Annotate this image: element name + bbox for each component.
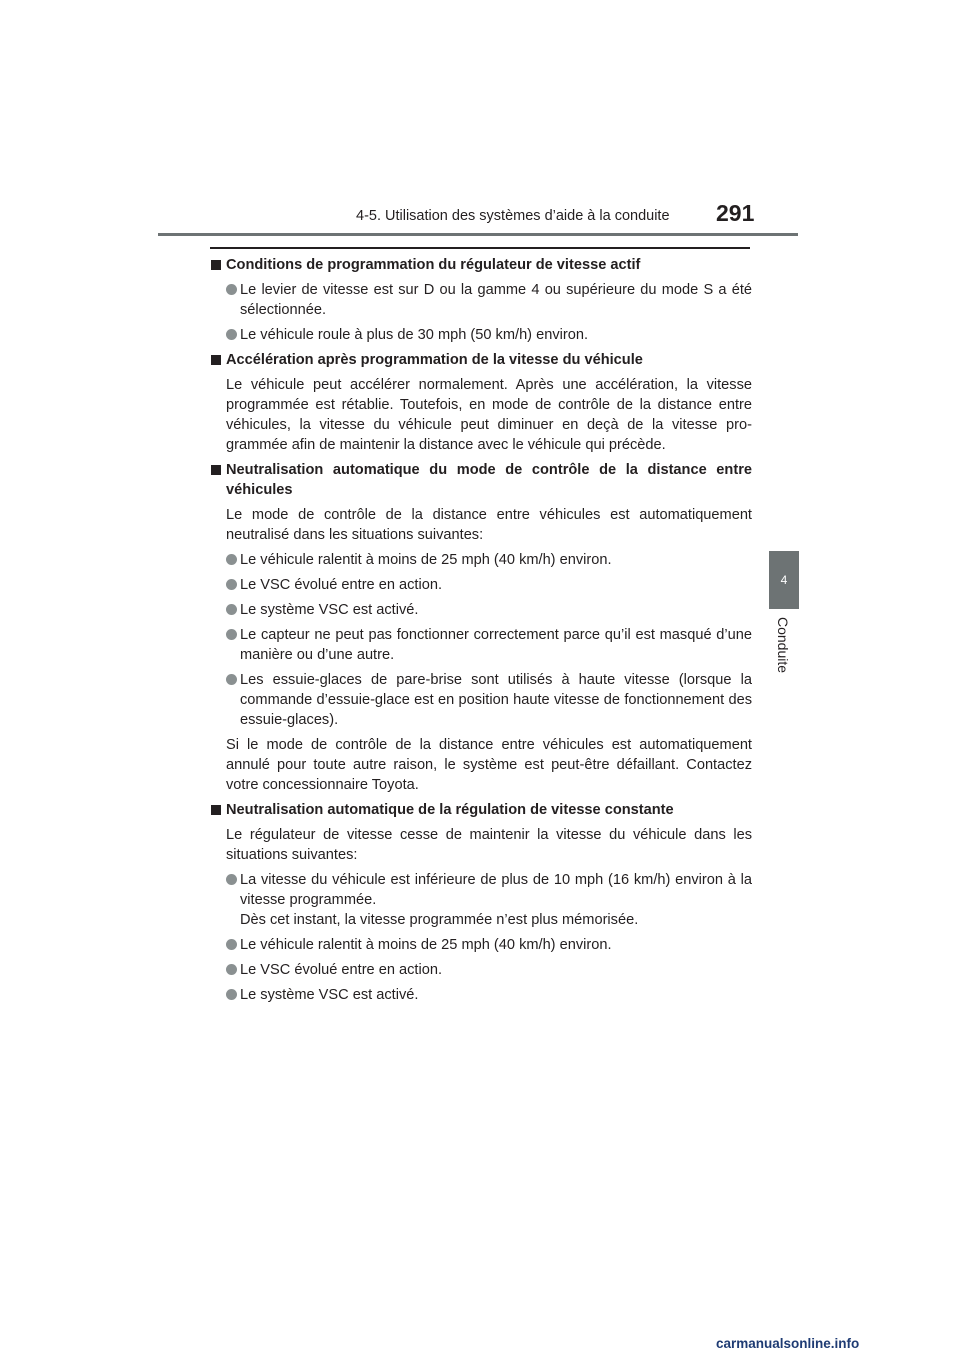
round-bullet-icon	[226, 629, 237, 640]
list-item-text: Le levier de vitesse est sur D ou la gamme 4 ou supérieure du mode S a été sélectionnée.	[240, 282, 752, 318]
section-heading	[210, 800, 752, 820]
list-item-text: Le véhicule roule à plus de 30 mph (50 km/h) environ.	[240, 327, 589, 343]
square-bullet-icon	[211, 355, 221, 365]
list-item-text: Le système VSC est activé.	[240, 602, 419, 618]
list-item	[210, 280, 752, 320]
round-bullet-icon	[226, 284, 237, 295]
list-item-text: Les essuie-glaces de pare-brise sont utilisés à haute vitesse (lorsque la commande d’essuie-glace est en position haute vitesse de fonctionnement des essuie-glaces).	[240, 672, 752, 728]
header-rule	[158, 233, 798, 236]
round-bullet-icon	[226, 579, 237, 590]
round-bullet-icon	[226, 554, 237, 565]
heading-text: Accélération après programmation de la vitesse du véhicule	[226, 352, 643, 368]
content-top-rule	[210, 247, 750, 249]
paragraph: Si le mode de contrôle de la distance entre véhicules est automatiquement annulé pour toute autre raison, le système est peut-être défaillant. Contactez votre concessionnaire Toyota.	[226, 737, 752, 793]
list-item	[210, 985, 752, 1005]
list-item-text: Le véhicule ralentit à moins de 25 mph (40 km/h) environ.	[240, 937, 612, 953]
square-bullet-icon	[211, 465, 221, 475]
list-item-text: Le VSC évolué entre en action.	[240, 577, 443, 593]
list-item	[210, 325, 752, 345]
list-item-text: Le véhicule ralentit à moins de 25 mph (40 km/h) environ.	[240, 552, 612, 568]
round-bullet-icon	[226, 939, 237, 950]
list-item	[210, 935, 752, 955]
page-content	[210, 255, 752, 1010]
round-bullet-icon	[226, 329, 237, 340]
list-item-subtext: Dès cet instant, la vitesse programmée n’est plus mémorisée.	[240, 912, 639, 928]
list-item	[210, 575, 752, 595]
page-number: 291	[716, 200, 755, 226]
paragraph: Le véhicule peut accélérer normalement. Après une accélération, la vitesse programmée est rétablie. Toutefois, en mode de contrôle de la distance entre véhicules, la vitesse du véhicule peut diminuer en deçà de la vitesse pro- grammée afin de maintenir la distance avec le véhicule qui précède.	[226, 377, 752, 453]
list-item	[210, 600, 752, 620]
list-item	[210, 870, 752, 930]
list-item	[210, 960, 752, 980]
chapter-tab	[769, 551, 799, 609]
heading-text: Conditions de programmation du régulateur de vitesse actif	[226, 257, 641, 273]
list-item	[210, 670, 752, 730]
list-item	[210, 625, 752, 665]
chapter-number: 4	[780, 573, 788, 587]
round-bullet-icon	[226, 989, 237, 1000]
heading-text: Neutralisation automatique du mode de contrôle de la distance entre véhicules	[226, 462, 752, 498]
section-heading	[210, 255, 752, 275]
square-bullet-icon	[211, 805, 221, 815]
section-title: 4-5. Utilisation des systèmes d’aide à la conduite	[356, 208, 670, 224]
round-bullet-icon	[226, 674, 237, 685]
round-bullet-icon	[226, 964, 237, 975]
paragraph: Le régulateur de vitesse cesse de maintenir la vitesse du véhicule dans les situations suivantes:	[226, 827, 752, 863]
chapter-label: Conduite	[775, 616, 791, 674]
heading-text: Neutralisation automatique de la régulation de vitesse constante	[226, 802, 674, 818]
list-item-text: Le capteur ne peut pas fonctionner correctement parce qu’il est masqué d’une manière ou d’une autre.	[240, 627, 752, 663]
section-heading	[210, 460, 752, 500]
list-item	[210, 550, 752, 570]
list-item-text: Le système VSC est activé.	[240, 987, 419, 1003]
paragraph: Le mode de contrôle de la distance entre véhicules est automatiquement neutralisé dans les situations suivantes:	[226, 507, 752, 543]
section-heading	[210, 350, 752, 370]
square-bullet-icon	[211, 260, 221, 270]
round-bullet-icon	[226, 604, 237, 615]
watermark-link[interactable]: carmanualsonline.info	[716, 1336, 860, 1351]
list-item-text: La vitesse du véhicule est inférieure de plus de 10 mph (16 km/h) environ à la vitesse programmée.	[240, 872, 752, 908]
round-bullet-icon	[226, 874, 237, 885]
list-item-text: Le VSC évolué entre en action.	[240, 962, 443, 978]
